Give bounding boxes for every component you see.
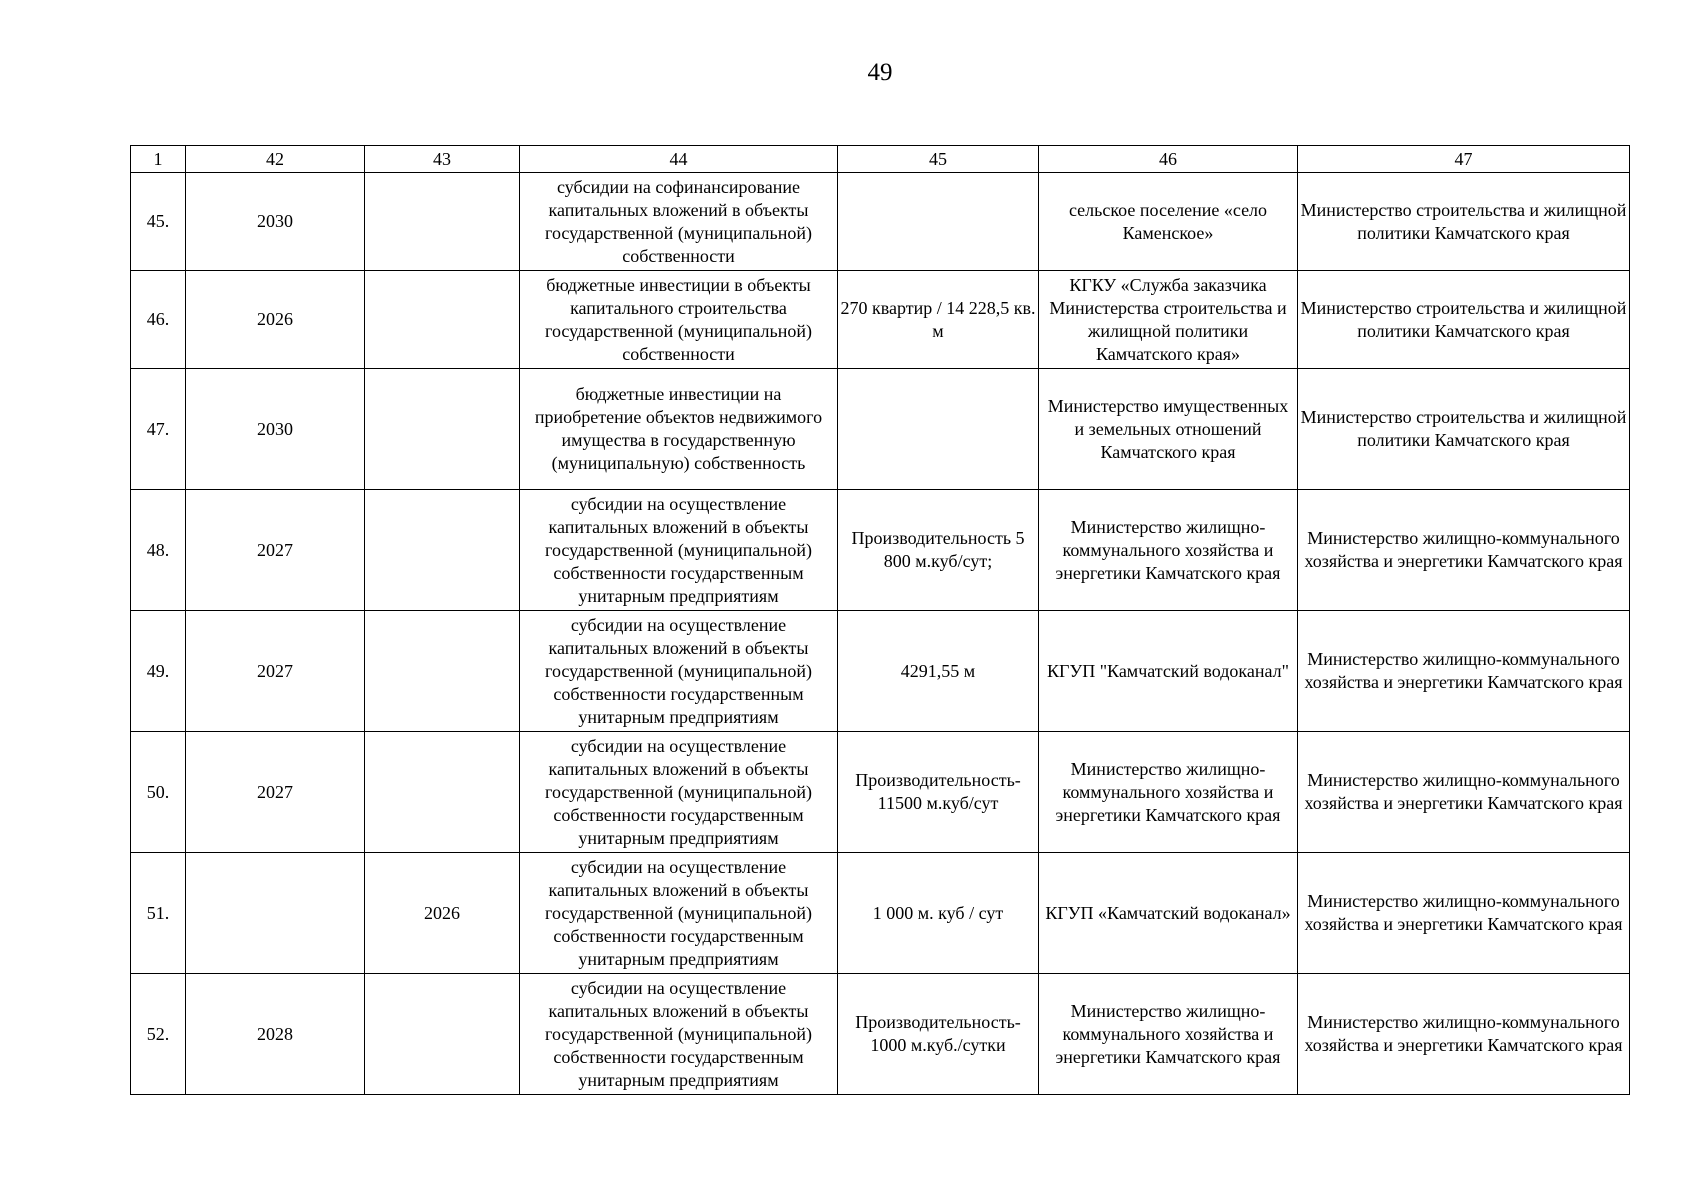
- col42-cell: [186, 853, 365, 974]
- table-row: [131, 271, 1630, 369]
- col45-cell: [838, 369, 1039, 490]
- col42-cell: 2026: [186, 271, 365, 369]
- header-row: [131, 146, 1630, 173]
- col46-cell: Министерство жилищно-коммунального хозяйства и энергетики Камчатского края: [1039, 732, 1298, 853]
- col45-cell: Производительность 5 800 м.куб/сут;: [838, 490, 1039, 611]
- col47-cell: Министерство жилищно-коммунального хозяйства и энергетики Камчатского края: [1298, 853, 1630, 974]
- col43-cell: [365, 173, 520, 271]
- col47-cell: Министерство строительства и жилищной политики Камчатского края: [1298, 173, 1630, 271]
- col47-cell: Министерство жилищно-коммунального хозяйства и энергетики Камчатского края: [1298, 974, 1630, 1095]
- col44-cell: бюджетные инвестиции на приобретение объектов недвижимого имущества в государственную (муниципальную) собственность: [520, 369, 838, 490]
- col42-cell: 2027: [186, 490, 365, 611]
- column-header: 43: [365, 146, 520, 173]
- col45-cell: [838, 173, 1039, 271]
- col47-cell: Министерство жилищно-коммунального хозяйства и энергетики Камчатского края: [1298, 490, 1630, 611]
- col47-cell: Министерство строительства и жилищной политики Камчатского края: [1298, 369, 1630, 490]
- col45-cell: 4291,55 м: [838, 611, 1039, 732]
- col46-cell: КГКУ «Служба заказчика Министерства строительства и жилищной политики Камчатского края»: [1039, 271, 1298, 369]
- column-header: 46: [1039, 146, 1298, 173]
- col43-cell: [365, 271, 520, 369]
- table-row: [131, 853, 1630, 974]
- column-header: 1: [131, 146, 186, 173]
- col42-cell: 2028: [186, 974, 365, 1095]
- col47-cell: Министерство жилищно-коммунального хозяйства и энергетики Камчатского края: [1298, 732, 1630, 853]
- data-table: [130, 145, 1630, 1095]
- col46-cell: Министерство имущественных и земельных отношений Камчатского края: [1039, 369, 1298, 490]
- col44-cell: субсидии на осуществление капитальных вложений в объекты государственной (муниципальной) собственности государственным унитарным предприятиям: [520, 974, 838, 1095]
- col46-cell: Министерство жилищно-коммунального хозяйства и энергетики Камчатского края: [1039, 490, 1298, 611]
- col45-cell: Производительность- 11500 м.куб/сут: [838, 732, 1039, 853]
- col46-cell: Министерство жилищно-коммунального хозяйства и энергетики Камчатского края: [1039, 974, 1298, 1095]
- col46-cell: КГУП "Камчатский водоканал": [1039, 611, 1298, 732]
- col42-cell: 2030: [186, 369, 365, 490]
- row-number-cell: 48.: [131, 490, 186, 611]
- column-header: 47: [1298, 146, 1630, 173]
- col43-cell: [365, 732, 520, 853]
- col44-cell: субсидии на софинансирование капитальных вложений в объекты государственной (муниципальной) собственности: [520, 173, 838, 271]
- table-row: [131, 974, 1630, 1095]
- col47-cell: Министерство жилищно-коммунального хозяйства и энергетики Камчатского края: [1298, 611, 1630, 732]
- col45-cell: Производительность- 1000 м.куб./сутки: [838, 974, 1039, 1095]
- table-row: [131, 173, 1630, 271]
- page-number: 49: [867, 59, 893, 86]
- row-number-cell: 51.: [131, 853, 186, 974]
- col44-cell: субсидии на осуществление капитальных вложений в объекты государственной (муниципальной) собственности государственным унитарным предприятиям: [520, 611, 838, 732]
- column-header: 44: [520, 146, 838, 173]
- col44-cell: субсидии на осуществление капитальных вложений в объекты государственной (муниципальной) собственности государственным унитарным предприятиям: [520, 732, 838, 853]
- col46-cell: сельское поселение «село Каменское»: [1039, 173, 1298, 271]
- col44-cell: субсидии на осуществление капитальных вложений в объекты государственной (муниципальной) собственности государственным унитарным предприятиям: [520, 853, 838, 974]
- row-number-cell: 46.: [131, 271, 186, 369]
- col46-cell: КГУП «Камчатский водоканал»: [1039, 853, 1298, 974]
- column-header: 42: [186, 146, 365, 173]
- table-row: [131, 490, 1630, 611]
- col42-cell: 2027: [186, 732, 365, 853]
- col43-cell: [365, 369, 520, 490]
- row-number-cell: 47.: [131, 369, 186, 490]
- table-row: [131, 369, 1630, 490]
- col43-cell: [365, 611, 520, 732]
- col47-cell: Министерство строительства и жилищной политики Камчатского края: [1298, 271, 1630, 369]
- col44-cell: субсидии на осуществление капитальных вложений в объекты государственной (муниципальной) собственности государственным унитарным предприятиям: [520, 490, 838, 611]
- table-row: [131, 732, 1630, 853]
- col43-cell: [365, 490, 520, 611]
- row-number-cell: 50.: [131, 732, 186, 853]
- col44-cell: бюджетные инвестиции в объекты капитального строительства государственной (муниципальной) собственности: [520, 271, 838, 369]
- column-header: 45: [838, 146, 1039, 173]
- col43-cell: 2026: [365, 853, 520, 974]
- col45-cell: 1 000 м. куб / сут: [838, 853, 1039, 974]
- row-number-cell: 52.: [131, 974, 186, 1095]
- row-number-cell: 49.: [131, 611, 186, 732]
- col43-cell: [365, 974, 520, 1095]
- table-body: [131, 173, 1630, 1095]
- row-number-cell: 45.: [131, 173, 186, 271]
- col42-cell: 2030: [186, 173, 365, 271]
- col45-cell: 270 квартир / 14 228,5 кв. м: [838, 271, 1039, 369]
- table-row: [131, 611, 1630, 732]
- table-header: [131, 146, 1630, 173]
- col42-cell: 2027: [186, 611, 365, 732]
